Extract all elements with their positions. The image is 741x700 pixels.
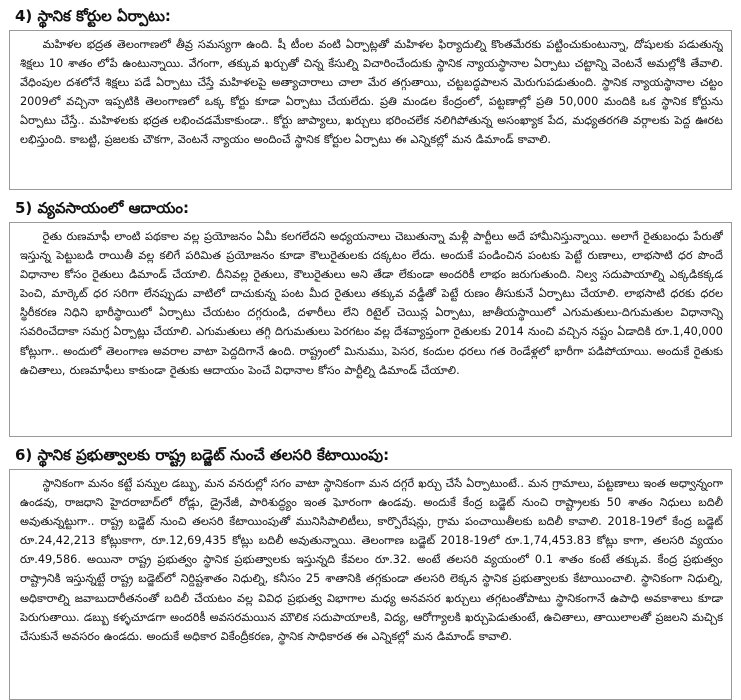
section-body-box: [9, 222, 732, 437]
section-paragraph: రైతు రుణమాఫీ లాంటి పథకాల వల్ల ప్రయోజనం ఏమీ కలగలేదని అధ్యయనాలు చెబుతున్నా మళ్లీ పార్టీలు అదే హామీనిస్తున్నాయి. అలాగే రైతుబంధు పేరుతో ఇస్తున్న పెట్టుబడి రాయితీ వల్ల కలిగే పరిమిత ప్రయోజనం కూడా కౌలురైతులకు దక్కటం లేదు. అందుకే పండించిన పంటకు పెట్టే రుణాలు, లాభసాటి ధర పొందే విధానాల కోసం రైతులు డిమాండ్ చేయాలి. దీనివల్ల రైతులు, కౌలురైతులు అని తేడా లేకుండా అందరికీ లాభం జరుగుతుంది. నిల్వ సదుపాయాల్ని ఎక్కడికక్కడ పెంచి, మార్కెట్ ధర సరిగా లేనప్పుడు వాటిలో దాచుకున్న పంట మీద రైతులు తక్కువ వడ్డీతో పెట్టే రుణం తీసుకునే ఏర్పాటు చేయాలి. లాభసాటి ధరకు ధరల స్థిరీకరణ నిధిని భారీస్థాయిలో ఏర్పాటు చేయటం దగ్గరుండి, దళారీలు లేని రిటైల్ చెయిన్ల ఏర్పాటు, జాతీయస్థాయిలో ఎగుమతులు-దిగుమతుల విధానాన్ని సవరించేదాకా సమగ్ర ఏర్పాట్లు చేయాలి. ఎగుమతులు తగ్గి దిగుమతులు పెరగటం వల్ల దేశవ్యాప్తంగా రైతులకు 2014 నుంచి వచ్చిన నష్టం ఏడాదికి రూ.1,40,000 కోట్లుగా.. అందులో తెలంగాణ అవరాల వాటా పెద్దదిగానే ఉంది. రాష్ట్రంలో మినుము, పెసర, కందుల ధరలు గత రెండేళ్లలో భారీగా పడిపోయాయి. అందుకే రైతుకు ఉచితాలు, రుణమాఫీలు కాకుండా రైతుకు ఆదాయం పెంచే విధానాల కోసం పార్టీల్ని డిమాండ్ చేయాలి.: [20, 230, 723, 377]
section-agriculture-income: [9, 196, 732, 437]
section-body-box: [9, 469, 732, 700]
section-heading: 4) స్థానిక కోర్టుల ఏర్పాటు:: [15, 7, 171, 25]
section-paragraph: స్థానికంగా మనం కట్టే పన్నుల డబ్బు, మన వనరుల్లో సగం వాటా స్థానికంగా మన దగ్గరే ఖర్చు చేసే ఏర్పాటుంటే.. మన గ్రామాలు, పట్టణాలు ఇంత అధ్వాన్నంగా ఉండవు, రాజధాని హైదరాబాద్‌లో రోడ్లు, డ్రైనేజీ, పారిశుద్ధ్యం ఇంత ఘోరంగా ఉండవు. అందుకే కేంద్ర బడ్జెట్ నుంచి రాష్ట్రాలకు 50 శాతం నిధులు బదిలీ అవుతున్నట్టుగా.. రాష్ట్ర బడ్జెట్ నుంచి తలసరి కేటాయింపుతో మునిసిపాలిటీలు, కార్పొరేషన్లు, గ్రామ పంచాయితీలకు బదిలీ కావాలి. 2018-19లో కేంద్ర బడ్జెట్ రూ.24,42,213 కోట్లుకాగా, రూ.12,69,435 కోట్లు బదిలీ అవుతున్నాయి. తెలంగాణ బడ్జెట్ 2018-19లో రూ.1,74,453.83 కోట్లు కాగా, తలసరి వ్యయం రూ.49,586. అయినా రాష్ట్ర ప్రభుత్వం స్థానిక ప్రభుత్వాలకు ఇస్తున్నది కేవలం రూ.32. అంటే తలసరి వ్యయంలో 0.1 శాతం కంటే తక్కువ. కేంద్ర ప్రభుత్వం రాష్ట్రానికి ఇస్తున్నట్టే రాష్ట్ర బడ్జెట్‌లో నిర్దిష్టశాతం నిధుల్ని, కనీసం 25 శాతానికి తగ్గకుండా తలసరి లెక్కన స్థానిక ప్రభుత్వాలకు కేటాయించాలి. స్థానికంగా నిధుల్ని, అధికారాల్ని జవాబుదారీతనంతో బదిలీ చేయటం వల్ల వివిధ ప్రభుత్వ విభాగాల మధ్య అనవసర ఖర్చులు తగ్గటంతోపాటు స్థానికంగానే ఉపాధి అవకాశాలు కూడా పెరుగుతాయి. డబ్బు కళ్ళచూడగా అందరికీ అవసరమయిన మౌలిక సదుపాయాలకి, విద్య, ఆరోగ్యాలకి ఖర్చుపెడుతుంటే, ఉచితాలు, తాయిలాలతో ప్రజలని మచ్చిక చేసుకునే అవసరం ఉండదు. అందుకే అధికార వికేంద్రీకరణ, స్థానిక సాధికారత ఈ ఎన్నికల్లో మన డిమాండ్ కావాలి.: [20, 477, 723, 643]
section-heading: 5) వ్యవసాయంలో ఆదాయం:: [15, 199, 190, 217]
section-heading: 6) స్థానిక ప్రభుత్వాలకు రాష్ట్ర బడ్జెట్ నుంచే తలసరి కేటాయింపు:: [15, 446, 390, 464]
section-local-government-budget: [9, 443, 732, 700]
section-paragraph: మహిళల భద్రత తెలంగాణలో తీవ్ర సమస్యగా ఉంది. షీ టీంల వంటి ఏర్పాట్లతో మహిళల ఫిర్యాదుల్ని కొంతమేరకు పట్టించుకుంటున్నా, దోషులకు పడుతున్న శిక్షలు 10 శాతం లోపే ఉంటున్నాయి. వేగంగా, తక్కువ ఖర్చుతో చిన్న కేసుల్ని విచారించేందుకు స్థానిక న్యాయస్థానాల ఏర్పాటు చట్టాన్ని వెంటనే అమల్లోకి తేవాలి. వేధింపుల దశలోనే శిక్షలు పడే ఏర్పాటు చేస్తే మహిళలపై అత్యాచారాలు చాలా మేర తగ్గుతాయి, చట్టబద్ధపాలన మెరుగుపడుతుంది. స్థానిక న్యాయస్థానాల చట్టం 2009లో వచ్చినా ఇప్పటికి తెలంగాణలో ఒక్క కోర్టు కూడా ఏర్పాటు చేయలేదు. ప్రతి మండల కేంద్రంలో, పట్టణాల్లో ప్రతి 50,000 మందికి ఒక స్థానిక కోర్టును ఏర్పాటు చేస్తే.. మహిళలకు భద్రత లభించడమేకాకుండా.. కోర్టు జాప్యాలు, ఖర్చులు భరించలేక నలిగిపోతున్న అసంఖ్యాక పేద, మధ్యతరగతి వర్గాలకు పెద్ద ఊరట లభిస్తుంది. కాబట్టి, ప్రజలకు చౌకగా, వెంటనే న్యాయం అందించే స్థానిక కోర్టుల ఏర్పాటు ఈ ఎన్నికల్లో మన డిమాండ్ కావాలి.: [20, 38, 723, 147]
section-local-courts: [9, 4, 732, 190]
section-body-box: [9, 30, 732, 190]
